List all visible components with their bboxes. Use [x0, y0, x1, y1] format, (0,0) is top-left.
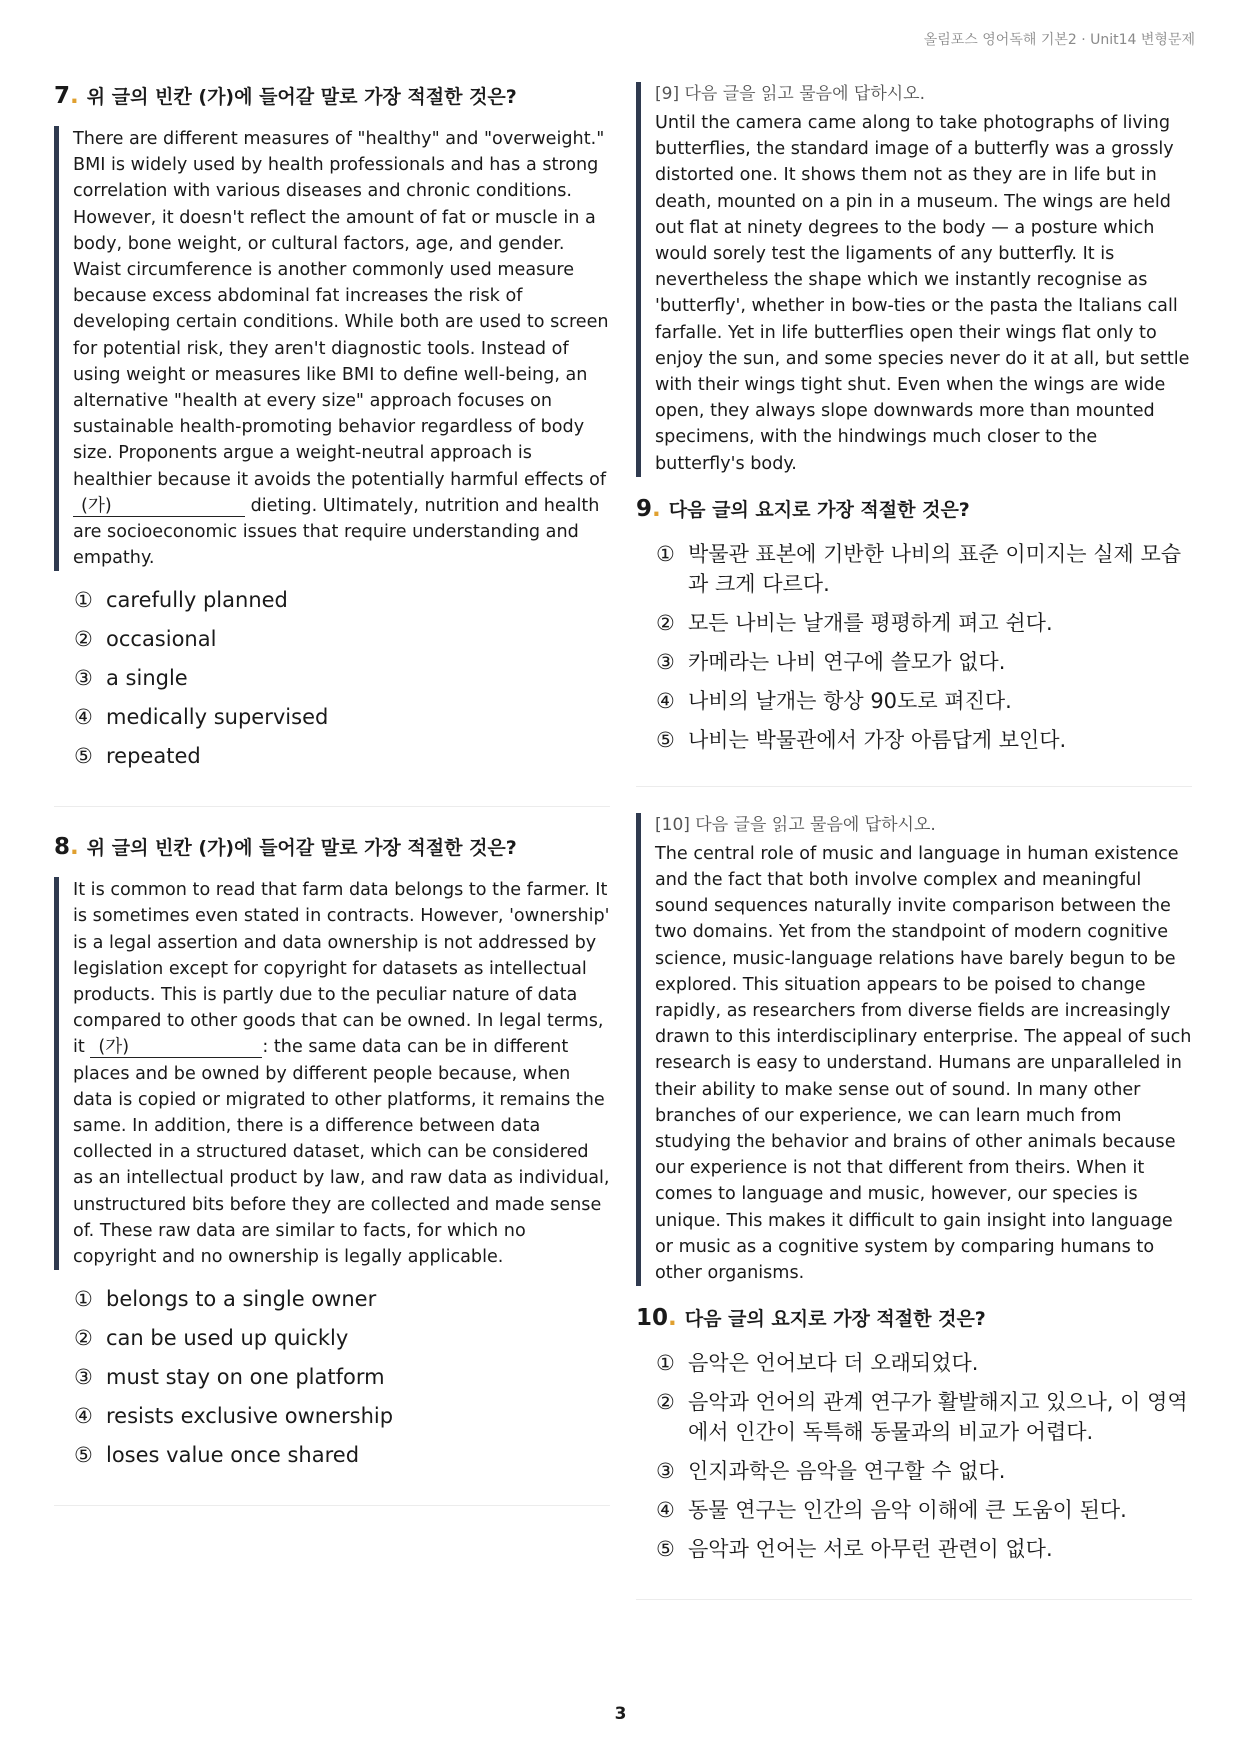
option-5[interactable] [656, 1534, 1192, 1564]
question-dot: . [70, 834, 79, 861]
option-4[interactable] [74, 702, 610, 732]
left-column [54, 82, 610, 1532]
question-10 [636, 813, 1192, 1600]
option-text: belongs to a single owner [106, 1287, 377, 1312]
option-3[interactable] [656, 1456, 1192, 1486]
option-text: medically supervised [106, 705, 329, 730]
option-marker: ③ [74, 666, 93, 691]
answer-options [636, 1348, 1192, 1564]
option-1[interactable] [74, 585, 610, 615]
option-2[interactable] [656, 608, 1192, 638]
option-4[interactable] [656, 686, 1192, 716]
right-column [636, 82, 1192, 1626]
option-text: 인지과학은 음악을 연구할 수 없다. [688, 1459, 1006, 1484]
blank-ga: (가) [73, 496, 245, 517]
option-marker: ① [656, 541, 675, 566]
option-text: 음악과 언어는 서로 아무런 관련이 없다. [688, 1537, 1053, 1562]
question-number: 10 [636, 1305, 669, 1332]
option-marker: ⑤ [74, 1443, 93, 1468]
answer-options [54, 585, 610, 771]
option-text: must stay on one platform [106, 1365, 385, 1390]
option-text: 카메라는 나비 연구에 쓸모가 없다. [688, 649, 1006, 674]
question-text: 다음 글의 요지로 가장 적절한 것은? [684, 1308, 986, 1331]
option-4[interactable] [656, 1495, 1192, 1525]
option-marker: ④ [74, 705, 93, 730]
question-text: 위 글의 빈칸 (가)에 들어갈 말로 가장 적절한 것은? [86, 837, 517, 860]
option-text: 박물관 표본에 기반한 나비의 표준 이미지는 실제 모습과 크게 다르다. [688, 541, 1182, 596]
option-5[interactable] [74, 741, 610, 771]
option-text: 동물 연구는 인간의 음악 이해에 큰 도움이 된다. [688, 1498, 1127, 1523]
passage [636, 813, 1192, 1286]
option-text: 음악은 언어보다 더 오래되었다. [688, 1351, 979, 1376]
answer-options [636, 539, 1192, 755]
question-10-title [636, 1304, 1192, 1334]
passage-text: The central role of music and language in human existence and the fact that both involve complex and meaningful sound sequences naturally invite comparison between the two domains. Yet from the standpoint of modern cognitive science, music-language relations have barely begun to be explored. This situation appears to be poised to change rapidly, as researchers from diverse fields are increasingly drawn to this interdisciplinary enterprise. The appeal of such research is easy to understand. Humans are unparalleled in their ability to make sense out of sound. In many other branches of our experience, we can learn much from studying the behavior and brains of other animals because our experience is not that different from theirs. When it comes to language and music, however, our species is unique. This makes it difficult to gain insight into language or music as a cognitive system by comparing humans to other organisms. [655, 843, 1192, 1283]
option-5[interactable] [74, 1440, 610, 1470]
page-number: 3 [614, 1704, 627, 1724]
option-2[interactable] [74, 1323, 610, 1353]
option-text: a single [106, 666, 188, 691]
option-5[interactable] [656, 725, 1192, 755]
option-text: occasional [106, 627, 217, 652]
option-text: 나비는 박물관에서 가장 아름답게 보인다. [688, 727, 1067, 752]
option-marker: ② [656, 1390, 675, 1415]
option-marker: ⑤ [656, 1537, 675, 1562]
option-marker: ② [656, 610, 675, 635]
option-3[interactable] [74, 1362, 610, 1392]
option-marker: ① [74, 588, 93, 613]
option-marker: ② [74, 627, 93, 652]
question-number: 7 [54, 83, 71, 109]
passage-instruction: [10] 다음 글을 읽고 물음에 답하시오. [655, 814, 936, 835]
question-text: 위 글의 빈칸 (가)에 들어갈 말로 가장 적절한 것은? [86, 86, 517, 108]
option-1[interactable] [74, 1284, 610, 1314]
question-dot: . [668, 1305, 677, 1332]
option-marker: ② [74, 1326, 93, 1351]
option-marker: ④ [656, 1498, 675, 1523]
option-text: 나비의 날개는 항상 90도로 펴진다. [688, 688, 1012, 713]
option-3[interactable] [656, 647, 1192, 677]
option-3[interactable] [74, 663, 610, 693]
option-marker: ③ [656, 1459, 675, 1484]
passage-instruction: [9] 다음 글을 읽고 물음에 답하시오. [655, 84, 925, 104]
running-header: 올림포스 영어독해 기본2 · Unit14 변형문제 [923, 32, 1195, 48]
option-text: resists exclusive ownership [106, 1404, 394, 1429]
option-marker: ⑤ [656, 727, 675, 752]
question-7 [54, 82, 610, 807]
passage [54, 877, 610, 1270]
question-8-title [54, 833, 610, 863]
answer-options [54, 1284, 610, 1470]
option-text: repeated [106, 744, 201, 769]
question-text: 다음 글의 요지로 가장 적절한 것은? [668, 498, 970, 521]
question-9-title [636, 495, 1192, 525]
question-number: 8 [54, 834, 71, 861]
passage-text: : the same data can be in different places and be owned by different people because, when data is copied or migrated to other platforms, it remains the same. In addition, there is a difference between data collected in a structured dataset, which can be considered as an intellectual product by law, and raw data as individual, unstructured bits before they are collected and made sense of. These raw data are similar to facts, for which no copyright and no ownership is legally applicable. [73, 1037, 610, 1268]
passage-text: There are different measures of "healthy" and "overweight." BMI is widely used by health professionals and has a strong correlation with various diseases and chronic conditions. However, it doesn't reflect the amount of fat or muscle in a body, bone weight, or cultural factors, age, and gender. Waist circumference is another commonly used measure because excess abdominal fat increases the risk of developing certain conditions. While both are used to screen for potential risk, they aren't diagnostic tools. Instead of using weight or measures like BMI to define well-being, an alternative "health at every size" approach focuses on sustainable health-promoting behavior regardless of body size. Proponents argue a weight-neutral approach is healthier because it avoids the potentially harmful effects of [73, 128, 609, 490]
option-text: loses value once shared [106, 1443, 360, 1468]
passage-text: It is common to read that farm data belongs to the farmer. It is sometimes even stated in contracts. However, 'ownership' is a legal assertion and data ownership is not addressed by legislation except for copyright for datasets as intellectual products. This is partly due to the peculiar nature of data compared to other goods that can be owned. In legal terms, it [73, 880, 610, 1058]
blank-ga: (가) [90, 1037, 262, 1058]
option-marker: ③ [74, 1365, 93, 1390]
question-8 [54, 833, 610, 1506]
option-text: 모든 나비는 날개를 평평하게 펴고 쉰다. [688, 610, 1053, 635]
question-7-title [54, 82, 610, 112]
option-marker: ① [656, 1351, 675, 1376]
option-marker: ① [74, 1287, 93, 1312]
question-number: 9 [636, 495, 653, 522]
option-marker: ④ [74, 1404, 93, 1429]
option-marker: ④ [656, 688, 675, 713]
question-dot: . [652, 495, 661, 522]
option-text: carefully planned [106, 588, 288, 613]
question-9 [636, 82, 1192, 787]
passage [636, 82, 1192, 477]
option-1[interactable] [656, 539, 1192, 599]
passage-text: dieting. Ultimately, nutrition and health are socioeconomic issues that require understanding and empathy. [73, 495, 600, 569]
option-2[interactable] [74, 624, 610, 654]
passage [54, 126, 610, 571]
option-marker: ③ [656, 649, 675, 674]
option-2[interactable] [656, 1387, 1192, 1447]
option-4[interactable] [74, 1401, 610, 1431]
option-marker: ⑤ [74, 744, 93, 769]
option-text: can be used up quickly [106, 1326, 349, 1351]
option-1[interactable] [656, 1348, 1192, 1378]
passage-text: Until the camera came along to take photographs of living butterflies, the standard image of a butterfly was a grossly distorted one. It shows them not as they are in life but in death, mounted on a pin in a museum. The wings are held out flat at ninety degrees to the body — a posture which would sorely test the ligaments of any butterfly. It is nevertheless the shape which we instantly recognise as 'butterfly', whether in bow-ties or the pasta the Italians call farfalle. Yet in life butterflies open their wings flat only to enjoy the sun, and some species never do it at all, but settle with their wings tight shut. Even when the wings are wide open, they always slope downwards more than mounted specimens, with the hindwings much closer to the butterfly's body. [655, 113, 1190, 474]
question-dot: . [70, 83, 79, 109]
option-text: 음악과 언어의 관계 연구가 활발해지고 있으나, 이 영역에서 인간이 독특해 동물과의 비교가 어렵다. [688, 1390, 1188, 1445]
